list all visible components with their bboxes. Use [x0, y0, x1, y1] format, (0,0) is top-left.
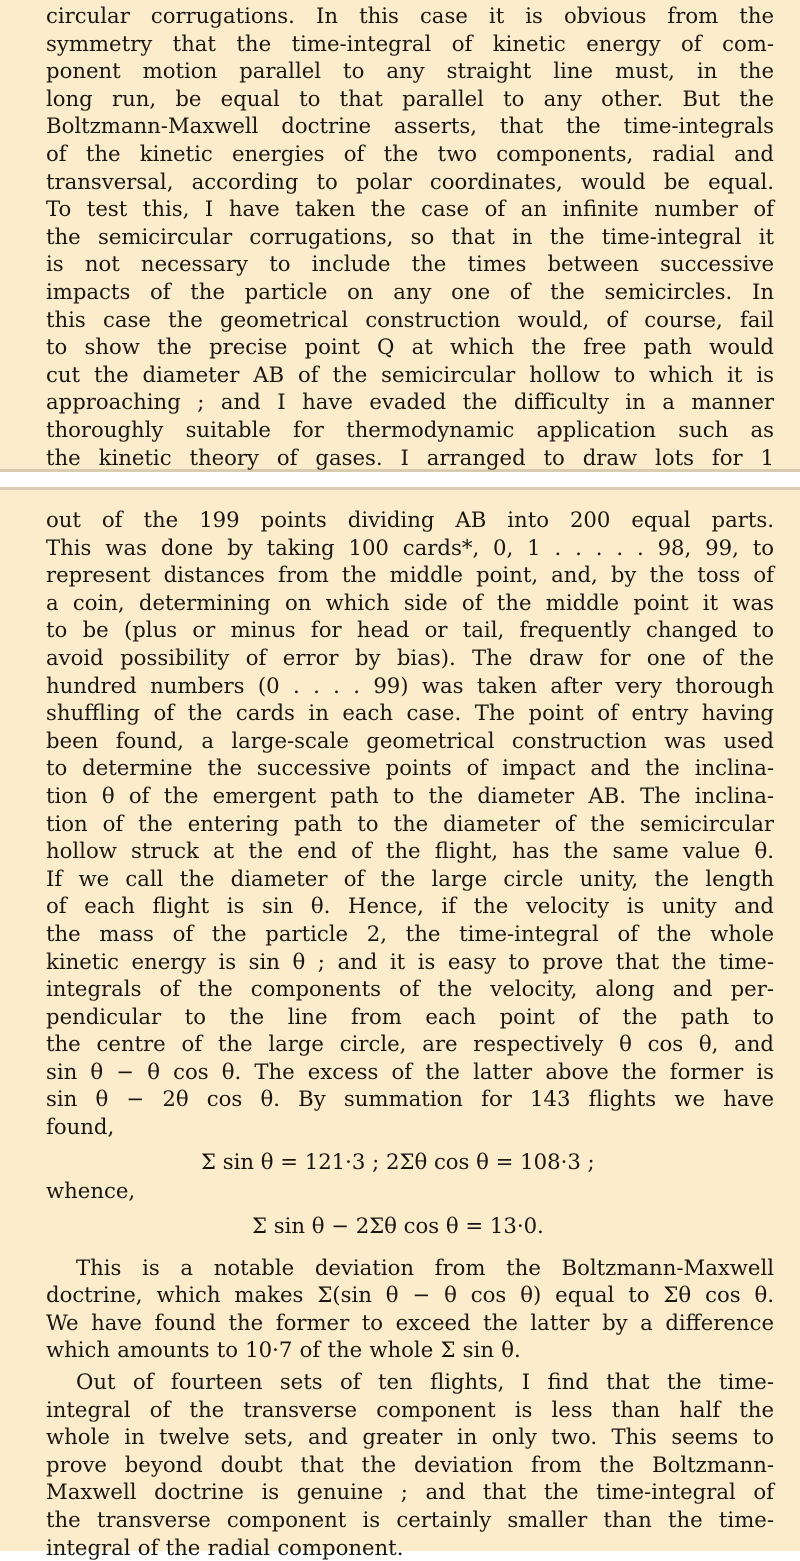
body-paragraph-method: [46, 506, 774, 1141]
text-line: symmetry that the time-integral of kinetic energy of com-: [46, 30, 774, 56]
body-paragraph-deviation: [46, 1254, 774, 1364]
text-line: pendicular to the line from each point of the path to: [46, 1003, 774, 1029]
text-line: to be (plus or minus for head or tail, frequently changed to: [46, 617, 774, 643]
text-line: thoroughly suitable for thermodynamic application such as: [46, 416, 774, 442]
text-line: integrals of the components of the velocity, along and per-: [46, 976, 774, 1002]
text-line: If we call the diameter of the large circle unity, the length: [46, 865, 774, 891]
text-line: the mass of the particle 2, the time-integral of the whole: [46, 920, 774, 946]
equation-summation: Σ sin θ = 121·3 ; 2Σθ cos θ = 108·3 ;: [201, 1148, 595, 1174]
text-line: approaching ; and I have evaded the difficulty in a manner: [46, 389, 774, 415]
text-line: of each flight is sin θ. Hence, if the velocity is unity and: [46, 893, 774, 919]
text-line: sin θ − 2θ cos θ. By summation for 143 flights we have: [46, 1086, 774, 1112]
text-line: impacts of the particle on any one of the semicircles. In: [46, 278, 774, 304]
text-line: out of the 199 points dividing AB into 200 equal parts.: [46, 507, 774, 532]
body-paragraph-conclusion: [46, 1368, 774, 1561]
text-line: ponent motion parallel to any straight line must, in the: [46, 58, 774, 84]
text-line: been found, a large-scale geometrical construction was used: [46, 727, 774, 753]
page-fragment-top: [0, 0, 800, 472]
text-line: tion of the entering path to the diameter of the semicircular: [46, 810, 774, 836]
text-line: We have found the former to exceed the latter by a difference: [46, 1309, 774, 1335]
equation-difference: Σ sin θ − 2Σθ cos θ = 13·0.: [252, 1212, 544, 1238]
body-paragraph-top: [46, 2, 774, 471]
text-line: shuffling of the cards in each case. The point of entry having: [46, 700, 774, 726]
text-line: to determine the successive points of impact and the inclina-: [46, 755, 774, 781]
text-line: integral of the radial component.: [46, 1534, 404, 1560]
text-line: the semicircular corrugations, so that in the time-integral it: [46, 223, 774, 249]
text-line: hollow struck at the end of the flight, has the same value θ.: [46, 838, 774, 864]
text-line: represent distances from the middle point, and, by the toss of: [46, 562, 774, 588]
text-line: of the kinetic energies of the two components, radial and: [46, 140, 774, 166]
text-line: integral of the transverse component is less than half the: [46, 1396, 774, 1422]
text-line: circular corrugations. In this case it is obvious from the: [46, 3, 774, 28]
text-line: Maxwell doctrine is genuine ; and that the time-integral of: [46, 1479, 774, 1505]
text-line: tion θ of the emergent path to the diameter AB. The inclina-: [46, 782, 774, 808]
text-line: long run, be equal to that parallel to any other. But the: [46, 85, 774, 111]
text-line: To test this, I have taken the case of an infinite number of: [46, 196, 774, 222]
text-line: Boltzmann-Maxwell doctrine asserts, that the time-integrals: [46, 113, 774, 139]
text-line: cut the diameter AB of the semicircular hollow to which it is: [46, 361, 774, 387]
text-line: is not necessary to include the times between successive: [46, 251, 774, 277]
text-line: prove beyond doubt that the deviation from the Boltzmann-: [46, 1451, 774, 1477]
text-line: avoid possibility of error by bias). The draw for one of the: [46, 644, 774, 670]
text-line: kinetic energy is sin θ ; and it is easy to prove that the time-: [46, 948, 774, 974]
text-line: the centre of the large circle, are respectively θ cos θ, and: [46, 1031, 774, 1057]
text-line: the kinetic theory of gases. I arranged to draw lots for 1: [46, 444, 774, 470]
text-line: hundred numbers (0 . . . . 99) was taken after very thorough: [46, 672, 774, 698]
text-line: whole in twelve sets, and greater in only two. This seems to: [46, 1424, 774, 1450]
text-line: doctrine, which makes Σ(sin θ − θ cos θ) equal to Σθ cos θ.: [46, 1282, 774, 1308]
text-line: found,: [46, 1114, 115, 1140]
text-line: a coin, determining on which side of the middle point it was: [46, 589, 774, 615]
text-line: sin θ − θ cos θ. The excess of the latter above the former is: [46, 1058, 774, 1084]
text-line: Out of fourteen sets of ten flights, I find that the time-: [76, 1369, 774, 1395]
text-line: This was done by taking 100 cards*, 0, 1 . . . . . 98, 99, to: [46, 534, 774, 560]
text-line: transversal, according to polar coordinates, would be equal.: [46, 168, 774, 194]
text-line: which amounts to 10·7 of the whole Σ sin θ.: [46, 1337, 521, 1363]
text-line: This is a notable deviation from the Boltzmann-Maxwell: [76, 1254, 774, 1280]
text-line: to show the precise point Q at which the free path would: [46, 334, 774, 360]
page-fragment-bottom: [0, 487, 800, 1560]
text-line: this case the geometrical construction would, of course, fail: [46, 306, 774, 332]
whence-label: whence,: [46, 1177, 136, 1203]
text-line: the transverse component is certainly smaller than the time-: [46, 1507, 774, 1532]
